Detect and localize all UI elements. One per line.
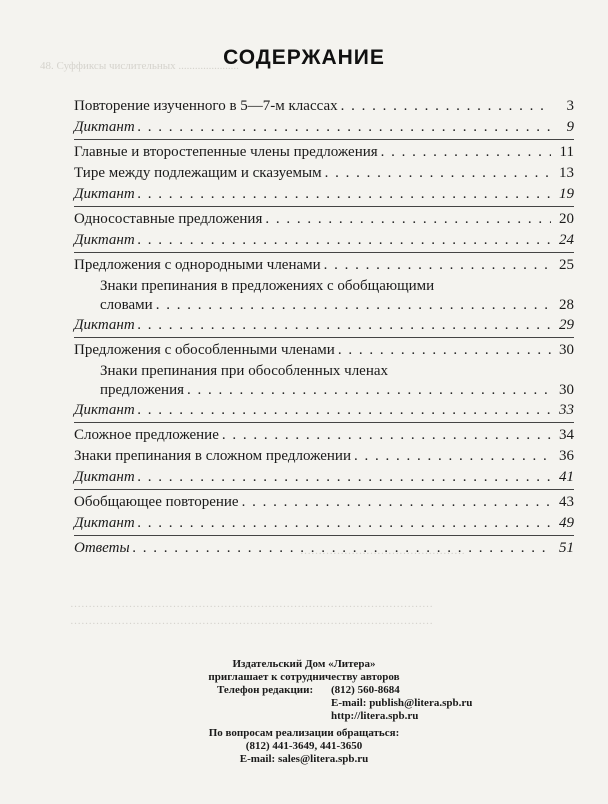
toc-entry-page: 30 xyxy=(559,342,574,358)
toc-entry-label: Ответы xyxy=(74,540,130,556)
toc-entry-label: Предложения с обособленными членами xyxy=(74,342,335,358)
toc-entry[interactable] xyxy=(74,425,574,446)
toc-section xyxy=(74,140,574,207)
toc-entry-page: 41 xyxy=(559,469,574,485)
toc-entry-label: предложения xyxy=(100,382,185,398)
bleed-through-text: 48. Суффиксы числительных ...................... xyxy=(40,60,239,72)
toc-entry-label: Диктант xyxy=(74,232,135,248)
toc-entry[interactable] xyxy=(74,96,574,117)
page-title: СОДЕРЖАНИЕ xyxy=(223,46,385,69)
toc-entry-page: 33 xyxy=(559,402,574,418)
toc-entry-label-line: Знаки препинания в предложениях с обобщающими xyxy=(100,278,435,294)
toc-entry-label: Диктант xyxy=(74,469,135,485)
toc-entry-label: Диктант xyxy=(74,186,135,202)
toc-entry[interactable] xyxy=(74,467,574,488)
toc-entry-page: 19 xyxy=(559,186,574,202)
toc-entry-page: 36 xyxy=(559,448,574,464)
table-of-contents xyxy=(74,94,574,560)
toc-entry-page: 20 xyxy=(559,211,574,227)
toc-entry-label-line: Знаки препинания при обособленных членах xyxy=(100,363,389,379)
toc-section xyxy=(74,94,574,140)
toc-entry[interactable] xyxy=(74,340,574,361)
toc-entry-page: 25 xyxy=(559,257,574,273)
dot-leader xyxy=(138,316,551,335)
toc-entry[interactable] xyxy=(74,538,574,559)
publisher-name: Издательский Дом «Литера» xyxy=(232,658,376,670)
publisher-invite: приглашает к сотрудничеству авторов xyxy=(208,671,400,683)
toc-entry-label: Односоставные предложения xyxy=(74,211,263,227)
toc-entry[interactable] xyxy=(74,142,574,163)
toc-entry[interactable] xyxy=(74,117,574,138)
bleed-through-text: ……………………………………… xyxy=(300,545,465,557)
toc-entry-page: 51 xyxy=(559,540,574,556)
toc-entry-label: Знаки препинания в сложном предложении xyxy=(74,448,351,464)
toc-entry[interactable] xyxy=(74,381,574,400)
toc-entry-page: 13 xyxy=(559,165,574,181)
toc-entry[interactable] xyxy=(74,296,574,315)
toc-section xyxy=(74,338,574,423)
dot-leader xyxy=(138,468,551,487)
toc-entry-page: 29 xyxy=(559,317,574,333)
dot-leader xyxy=(242,493,551,512)
toc-entry-page: 3 xyxy=(566,98,574,114)
sales-email: E-mail: sales@litera.spb.ru xyxy=(239,753,369,765)
toc-entry-page: 30 xyxy=(559,382,574,398)
toc-entry-page: 34 xyxy=(559,427,574,443)
toc-entry[interactable] xyxy=(74,315,574,336)
dot-leader xyxy=(338,341,551,360)
toc-entry-label: Главные и второстепенные члены предложения xyxy=(74,144,378,160)
toc-section xyxy=(74,536,574,560)
toc-entry-label: Сложное предложение xyxy=(74,427,219,443)
toc-entry[interactable] xyxy=(74,492,574,513)
toc-entry-page: 49 xyxy=(559,515,574,531)
toc-entry[interactable] xyxy=(74,446,574,467)
toc-section xyxy=(74,207,574,253)
dot-leader xyxy=(138,514,551,533)
toc-entry-label: Предложения с однородными членами xyxy=(74,257,321,273)
toc-entry-label: Диктант xyxy=(74,402,135,418)
dot-leader xyxy=(381,143,551,162)
toc-entry-page: 43 xyxy=(559,494,574,510)
toc-entry[interactable] xyxy=(74,209,574,230)
toc-entry[interactable] xyxy=(74,163,574,184)
toc-entry[interactable] xyxy=(74,400,574,421)
toc-entry[interactable] xyxy=(74,513,574,534)
toc-entry[interactable] xyxy=(74,230,574,251)
toc-entry-label: Диктант xyxy=(74,317,135,333)
toc-section xyxy=(74,253,574,338)
toc-entry-label: Диктант xyxy=(74,515,135,531)
dot-leader xyxy=(138,231,551,250)
bleed-through-text: ……………………………………………………………………………………… xyxy=(70,615,433,627)
toc-entry-page: 28 xyxy=(559,297,574,313)
dot-leader xyxy=(222,426,551,445)
toc-entry-page: 9 xyxy=(566,119,574,135)
sales-heading: По вопросам реализации обращаться: xyxy=(208,727,400,739)
toc-entry-label: Обобщающее повторение xyxy=(74,494,239,510)
toc-section xyxy=(74,423,574,490)
bleed-through-text: ……………………………………………………………………………………… xyxy=(70,598,433,610)
sales-phones: (812) 441-3649, 441-3650 xyxy=(245,740,363,752)
toc-section xyxy=(74,490,574,536)
phone-number: (812) 560-8684 xyxy=(331,684,400,696)
dot-leader xyxy=(138,185,551,204)
toc-entry[interactable] xyxy=(74,184,574,205)
dot-leader xyxy=(187,381,551,400)
publisher-site: http://litera.spb.ru xyxy=(331,710,419,722)
publisher-email: E-mail: publish@litera.spb.ru xyxy=(331,697,473,709)
phone-label: Телефон редакции: xyxy=(217,684,314,696)
toc-entry-page: 24 xyxy=(559,232,574,248)
dot-leader xyxy=(133,539,551,558)
dot-leader xyxy=(325,164,551,183)
dot-leader xyxy=(324,256,551,275)
dot-leader xyxy=(138,118,551,137)
dot-leader xyxy=(138,401,551,420)
toc-entry[interactable] xyxy=(74,255,574,276)
toc-entry-label: словами xyxy=(100,297,153,313)
dot-leader xyxy=(354,447,551,466)
dot-leader xyxy=(341,97,551,116)
toc-entry-label: Тире между подлежащим и сказуемым xyxy=(74,165,322,181)
toc-entry-label: Повторение изученного в 5—7-м классах xyxy=(74,98,338,114)
toc-entry-label: Диктант xyxy=(74,119,135,135)
toc-entry-page: 11 xyxy=(559,144,574,160)
dot-leader xyxy=(265,210,551,229)
dot-leader xyxy=(156,296,551,315)
